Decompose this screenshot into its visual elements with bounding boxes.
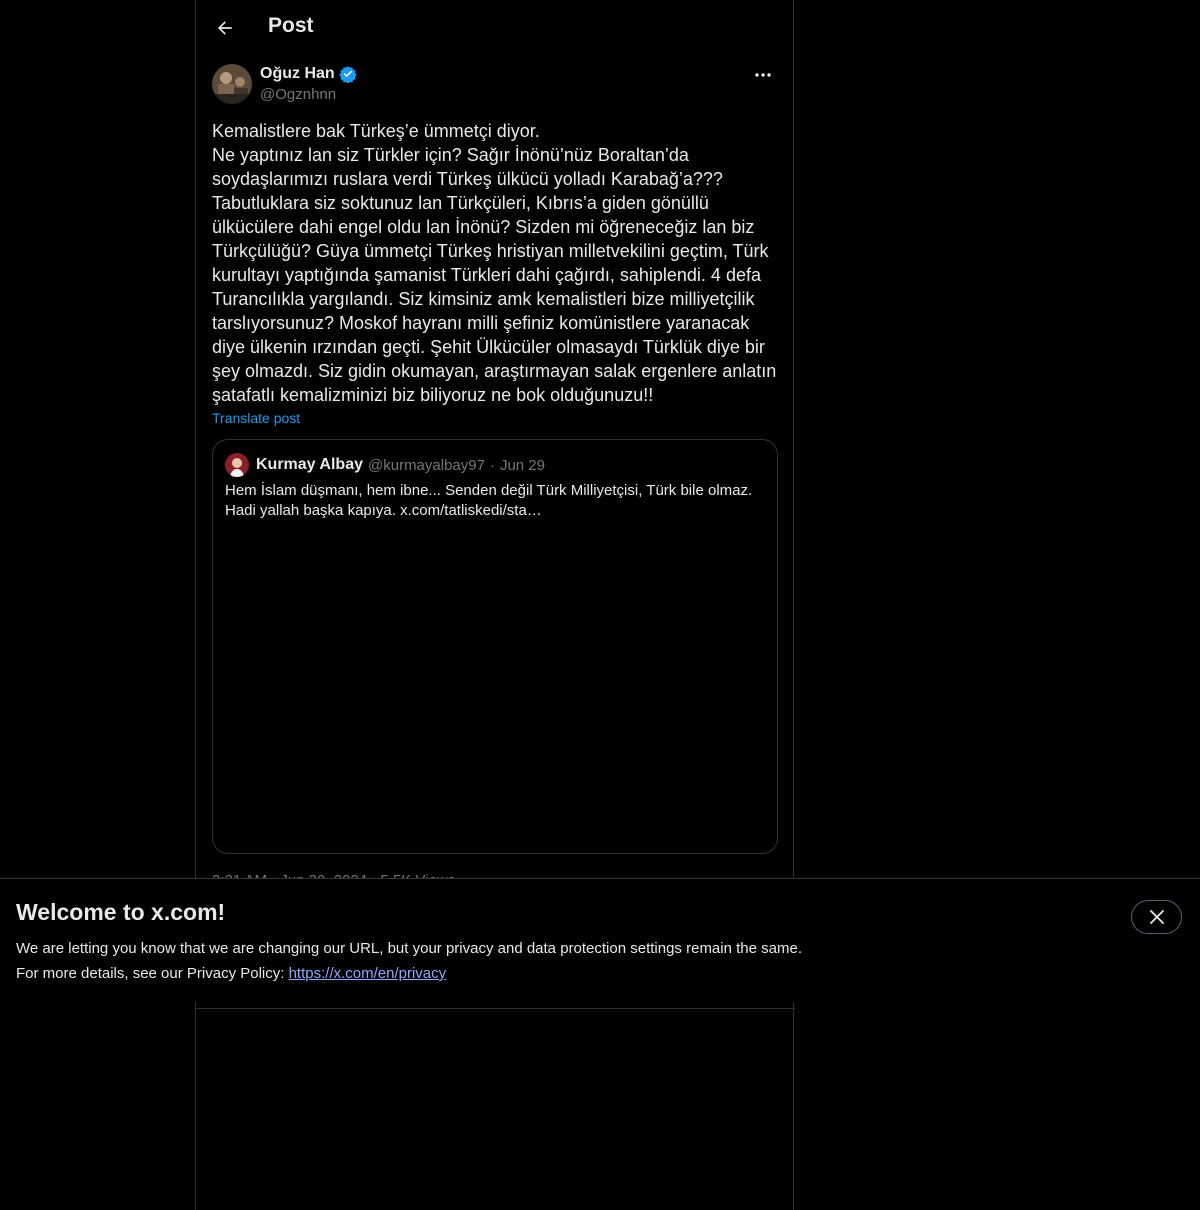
back-button[interactable]: [208, 11, 242, 45]
avatar[interactable]: [212, 64, 252, 104]
quoted-post-header: [225, 453, 545, 477]
close-banner-button[interactable]: [1131, 900, 1182, 934]
quoted-author-handle: @kurmayalbay97: [368, 456, 485, 474]
banner-line-2-prefix: For more details, see our Privacy Policy:: [16, 965, 289, 982]
translate-post-link[interactable]: Translate post: [212, 410, 301, 426]
author-handle[interactable]: @Ogznhnn: [260, 86, 337, 103]
page-title: Post: [268, 14, 314, 37]
banner-line-2: [16, 961, 802, 986]
separator-dot: ·: [489, 456, 495, 474]
more-options-button[interactable]: [748, 64, 778, 86]
privacy-policy-link[interactable]: https://x.com/en/privacy: [288, 965, 447, 982]
post-text: Kemalistlere bak Türkeş’e ümmetçi diyor. Ne yaptınız lan siz Türkler için? Sağır İnönü’nüz Boraltan’da soydaşlarımızı ruslara verdi Türkeş ülkücü yolladı Karabağ’a??? Tabutluklara siz soktunuz lan Türkçüleri, Kıbrıs’a giden gönüllü ülkücülere dahi engel oldu lan İnönü? Sizden mi öğreneceğiz lan biz Türkçülüğü? Güya ümmetçi Türkeş hristiyan milletvekilini geçtim, Türk kurultayı yaptığında şamanist Türkleri dahi çağırdı, sahiplendi. 4 defa Turancılıkla yargılandı. Siz kimsiniz amk kemalistleri bize milliyetçilik tarslıyorsunuz? Moskof hayranı milli şefiniz komünistlere yaranacak diye ülkenin ırzından geçti. Şehit Ülkücüler olmasaydı Türklük diye bir şey olmazdı. Siz gidin okumayan, araştırmayan salak ergenlere anlatın şatafatlı kemalizminizi biz biliyoruz ne bok olduğunuzu!!: [212, 121, 777, 405]
author-name[interactable]: Oğuz Han: [260, 65, 335, 82]
more-options-icon: [755, 73, 771, 77]
main-column: [195, 0, 794, 1210]
close-icon: [1150, 910, 1164, 924]
quoted-post[interactable]: [212, 439, 778, 854]
welcome-banner: [0, 878, 1200, 1002]
post-author: [212, 64, 778, 106]
author-name-row[interactable]: [260, 65, 357, 83]
page-header: [196, 0, 795, 55]
banner-title: Welcome to x.com!: [16, 899, 226, 925]
quoted-post-text: Hem İslam düşmanı, hem ibne... Senden değil Türk Milliyetçisi, Türk bile olmaz. Hadi yallah başka kapıya. x.com/tatliskedi/sta…: [225, 482, 753, 519]
verified-badge-icon: [339, 65, 357, 83]
quoted-author-name: Kurmay Albay: [256, 456, 363, 473]
banner-message: [16, 936, 802, 986]
back-arrow-icon: [215, 18, 235, 38]
banner-line-1: We are letting you know that we are changing our URL, but your privacy and data protection settings remain the same.: [16, 940, 802, 957]
divider: [196, 1008, 795, 1009]
quoted-avatar: [225, 453, 249, 477]
quoted-date: Jun 29: [499, 456, 545, 474]
